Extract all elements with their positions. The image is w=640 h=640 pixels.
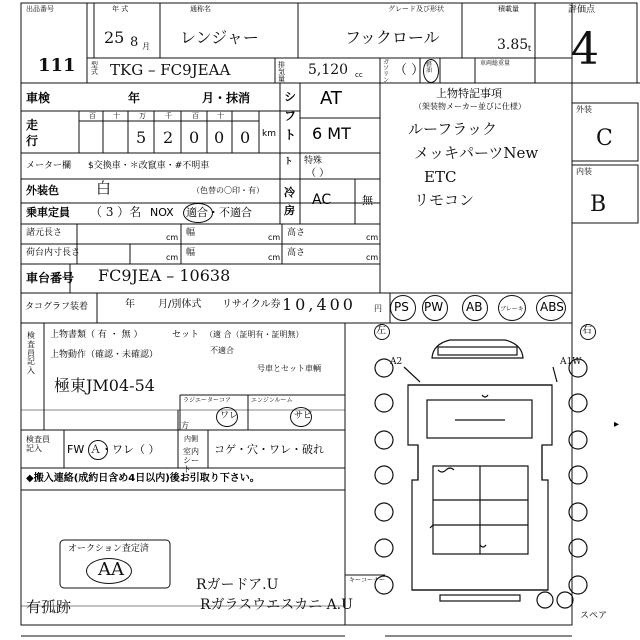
mileage-unit-4: 百	[192, 112, 199, 120]
note-odor: 有孤跡	[26, 598, 72, 616]
color-value: 白	[96, 179, 112, 197]
pickup-notice: ◆搬入連絡(成約日含め4日以内)後お引取り下さい。	[26, 473, 260, 484]
badge-ps: PS	[394, 300, 409, 314]
docs-status: （適 合（証明有・証明無）	[205, 330, 304, 339]
displacement-value: 5,120	[308, 62, 349, 78]
mileage-unit-3: 千	[165, 112, 172, 120]
vehicle-weight-label: 車両総重量	[480, 60, 511, 67]
notes-label: 上物特記事項	[436, 87, 502, 100]
mileage-unit: km	[262, 129, 276, 139]
meter-label: メーター欄	[26, 161, 72, 171]
nox-circle	[183, 203, 213, 223]
auction-value: AA	[98, 559, 124, 580]
set-label: セット	[172, 330, 200, 340]
payload-value: 3.85	[497, 37, 529, 53]
nox-label: NOX	[150, 206, 174, 219]
width-label: 幅	[186, 228, 196, 238]
radiator-circle	[216, 407, 238, 427]
mileage-unit-2: 万	[139, 112, 146, 120]
month-unit: 月	[142, 42, 150, 51]
score-value: 4	[571, 24, 599, 75]
displacement-label: 排気量	[278, 61, 285, 83]
model-label: 型式	[91, 61, 98, 76]
fw-circle	[88, 440, 108, 460]
mileage-label: 走行	[26, 118, 39, 148]
bed-length-cm: cm	[166, 253, 179, 262]
shift-mt: 6 MT	[312, 124, 351, 143]
operation-label: 上物動作（確認・未確認）	[50, 350, 159, 360]
mileage-digit-3: 0	[214, 128, 225, 147]
diesel-circle	[423, 59, 439, 83]
docs-label: 上物書類（ 有 ・ 無 ）	[50, 330, 143, 340]
inside-label: 内側	[184, 435, 198, 443]
seat-options: コゲ・穴・ワレ・破れ	[214, 443, 324, 456]
seat-label: 室内シート	[183, 447, 199, 474]
height-cm: cm	[366, 233, 379, 242]
badge-abs: ABS	[540, 300, 564, 314]
tachograph-separate: 月/別体式	[158, 299, 202, 310]
recycle-unit: 円	[374, 304, 382, 313]
mileage-digit-2: 0	[189, 128, 200, 147]
model-value: TKG – FC9JEAA	[110, 61, 231, 79]
recycle-label: リサイクル券	[222, 299, 281, 310]
fw-label: FW	[67, 443, 85, 456]
month-value: 8	[130, 35, 139, 50]
shift-label: シフト	[284, 90, 297, 143]
key-corner-label: キーコーナー	[349, 577, 386, 584]
nox-status: 適合・不適合	[186, 206, 252, 219]
ac-value: AC	[312, 192, 332, 208]
vehicle-name: レンジャー	[180, 28, 259, 47]
score-label: 評価点	[568, 5, 596, 15]
payload-unit: t	[528, 44, 532, 53]
inspection-label: 車検	[26, 91, 51, 105]
grade-label: グレード及び形状	[388, 5, 444, 13]
note-line-1: ルーフラック	[408, 120, 497, 138]
set-vehicle: 号車とセット車輌	[257, 364, 321, 373]
note-line-4: リモコン	[414, 191, 475, 209]
pw-circle	[422, 295, 448, 321]
width-cm: cm	[268, 233, 281, 242]
meter-options: $交換車・＊改竄車・#不明車	[88, 161, 210, 171]
color-label: 外装色	[26, 184, 59, 197]
inspector-label: 検査員記入	[26, 435, 50, 453]
auction-circle	[86, 558, 132, 584]
interior-label: 内装	[576, 167, 592, 176]
left-circle	[374, 324, 390, 340]
year-value: 25	[104, 28, 125, 47]
shift-at: AT	[320, 88, 342, 109]
spare-label: スペア	[580, 611, 608, 621]
chassis-value: FC9JEA – 10638	[98, 266, 231, 285]
recycle-value: 10,400	[282, 295, 356, 314]
fr-label: 方	[181, 421, 189, 430]
abs-circle	[536, 295, 566, 321]
bed-height-cm: cm	[366, 253, 379, 262]
mileage-digit-4: 0	[240, 128, 251, 147]
bed-width-label: 幅	[186, 248, 196, 258]
year-label: 年 式	[112, 5, 129, 13]
tachograph-label: タコグラフ装着	[25, 302, 89, 312]
engine-label: エンジンルーム	[251, 397, 293, 404]
brake-circle	[498, 295, 526, 321]
bed-width-cm: cm	[268, 253, 281, 262]
badge-pw: PW	[424, 300, 444, 314]
radiator-label: ラジエーターコア	[183, 397, 232, 404]
auction-label: オークション査定済	[68, 544, 149, 554]
ac-none: 無	[362, 194, 373, 207]
capacity-value: （ 3 ）名	[90, 205, 142, 219]
ac-label: 冷房	[284, 186, 295, 217]
special-label: 特殊	[304, 156, 323, 166]
note-line-3: ETC	[424, 168, 457, 186]
fuel-value: （ ）	[394, 63, 425, 78]
engine-status: サビ	[294, 411, 313, 421]
note-rear-glass: Rガラスウエスカニ A.U	[200, 597, 353, 613]
exterior-label: 外装	[576, 105, 592, 114]
inspection-month-unit: 月・抹消	[202, 91, 251, 105]
upper-side-label: 検査員記入	[27, 331, 35, 376]
fuel-label: ガソリン	[383, 59, 390, 84]
payload-label: 積載量	[498, 5, 519, 13]
badge-ab: AB	[466, 300, 483, 314]
pointer-mark: ▸	[614, 419, 620, 430]
mileage-unit-0: 百	[89, 112, 96, 120]
docs-unfit: 不適合	[210, 346, 234, 355]
radiator-status: ワレ	[220, 411, 239, 421]
length-label: 諸元長さ	[26, 228, 63, 238]
special-value: （ ）	[306, 168, 330, 179]
mark-a2: A2	[390, 357, 403, 367]
diagram-right-label: 右	[582, 325, 592, 336]
right-circle	[580, 324, 596, 340]
chassis-label: 車台番号	[26, 271, 75, 285]
diesel-label: 軽油	[426, 61, 433, 74]
interior-value: B	[590, 192, 607, 217]
bed-height-label: 高さ	[287, 248, 306, 258]
height-label: 高さ	[287, 228, 306, 238]
grade-value: フックロール	[345, 28, 440, 47]
mileage-digit-1: 2	[163, 128, 174, 147]
engine-circle	[290, 407, 312, 427]
tachograph-year: 年	[125, 299, 135, 310]
shift-side-mark: ト	[284, 157, 294, 167]
diagram-left-label: 左	[376, 325, 386, 336]
color-change: （色替の〇印・有）	[192, 186, 264, 195]
notes-sub-label: （架装物メーカー並びに仕様）	[414, 102, 526, 111]
lot-number: 111	[38, 55, 76, 76]
exterior-value: C	[596, 126, 613, 151]
mileage-digit-0: 5	[136, 128, 147, 147]
bed-length-label: 荷台内寸長さ	[26, 248, 81, 258]
maker-value: 極東JM04-54	[54, 376, 155, 395]
length-cm: cm	[166, 233, 179, 242]
displacement-unit: cc	[355, 71, 363, 79]
mileage-unit-5: 十	[217, 112, 224, 120]
vehicle-label: 通称名	[190, 5, 211, 13]
ps-circle	[390, 295, 416, 321]
badge-brake: ブレーキ	[500, 306, 524, 313]
inspection-year-unit: 年	[128, 91, 141, 105]
lot-label: 出品番号	[26, 5, 54, 13]
ab-circle	[462, 295, 488, 321]
mileage-unit-1: 十	[113, 112, 120, 120]
mark-a1w: A1W	[560, 357, 582, 367]
note-rear-door: Rガードア.U	[196, 577, 279, 593]
note-line-2: メッキパーツNew	[414, 144, 539, 162]
fw-options: Ａ・ワレ（ ）	[90, 443, 160, 456]
capacity-label: 乗車定員	[26, 206, 70, 219]
